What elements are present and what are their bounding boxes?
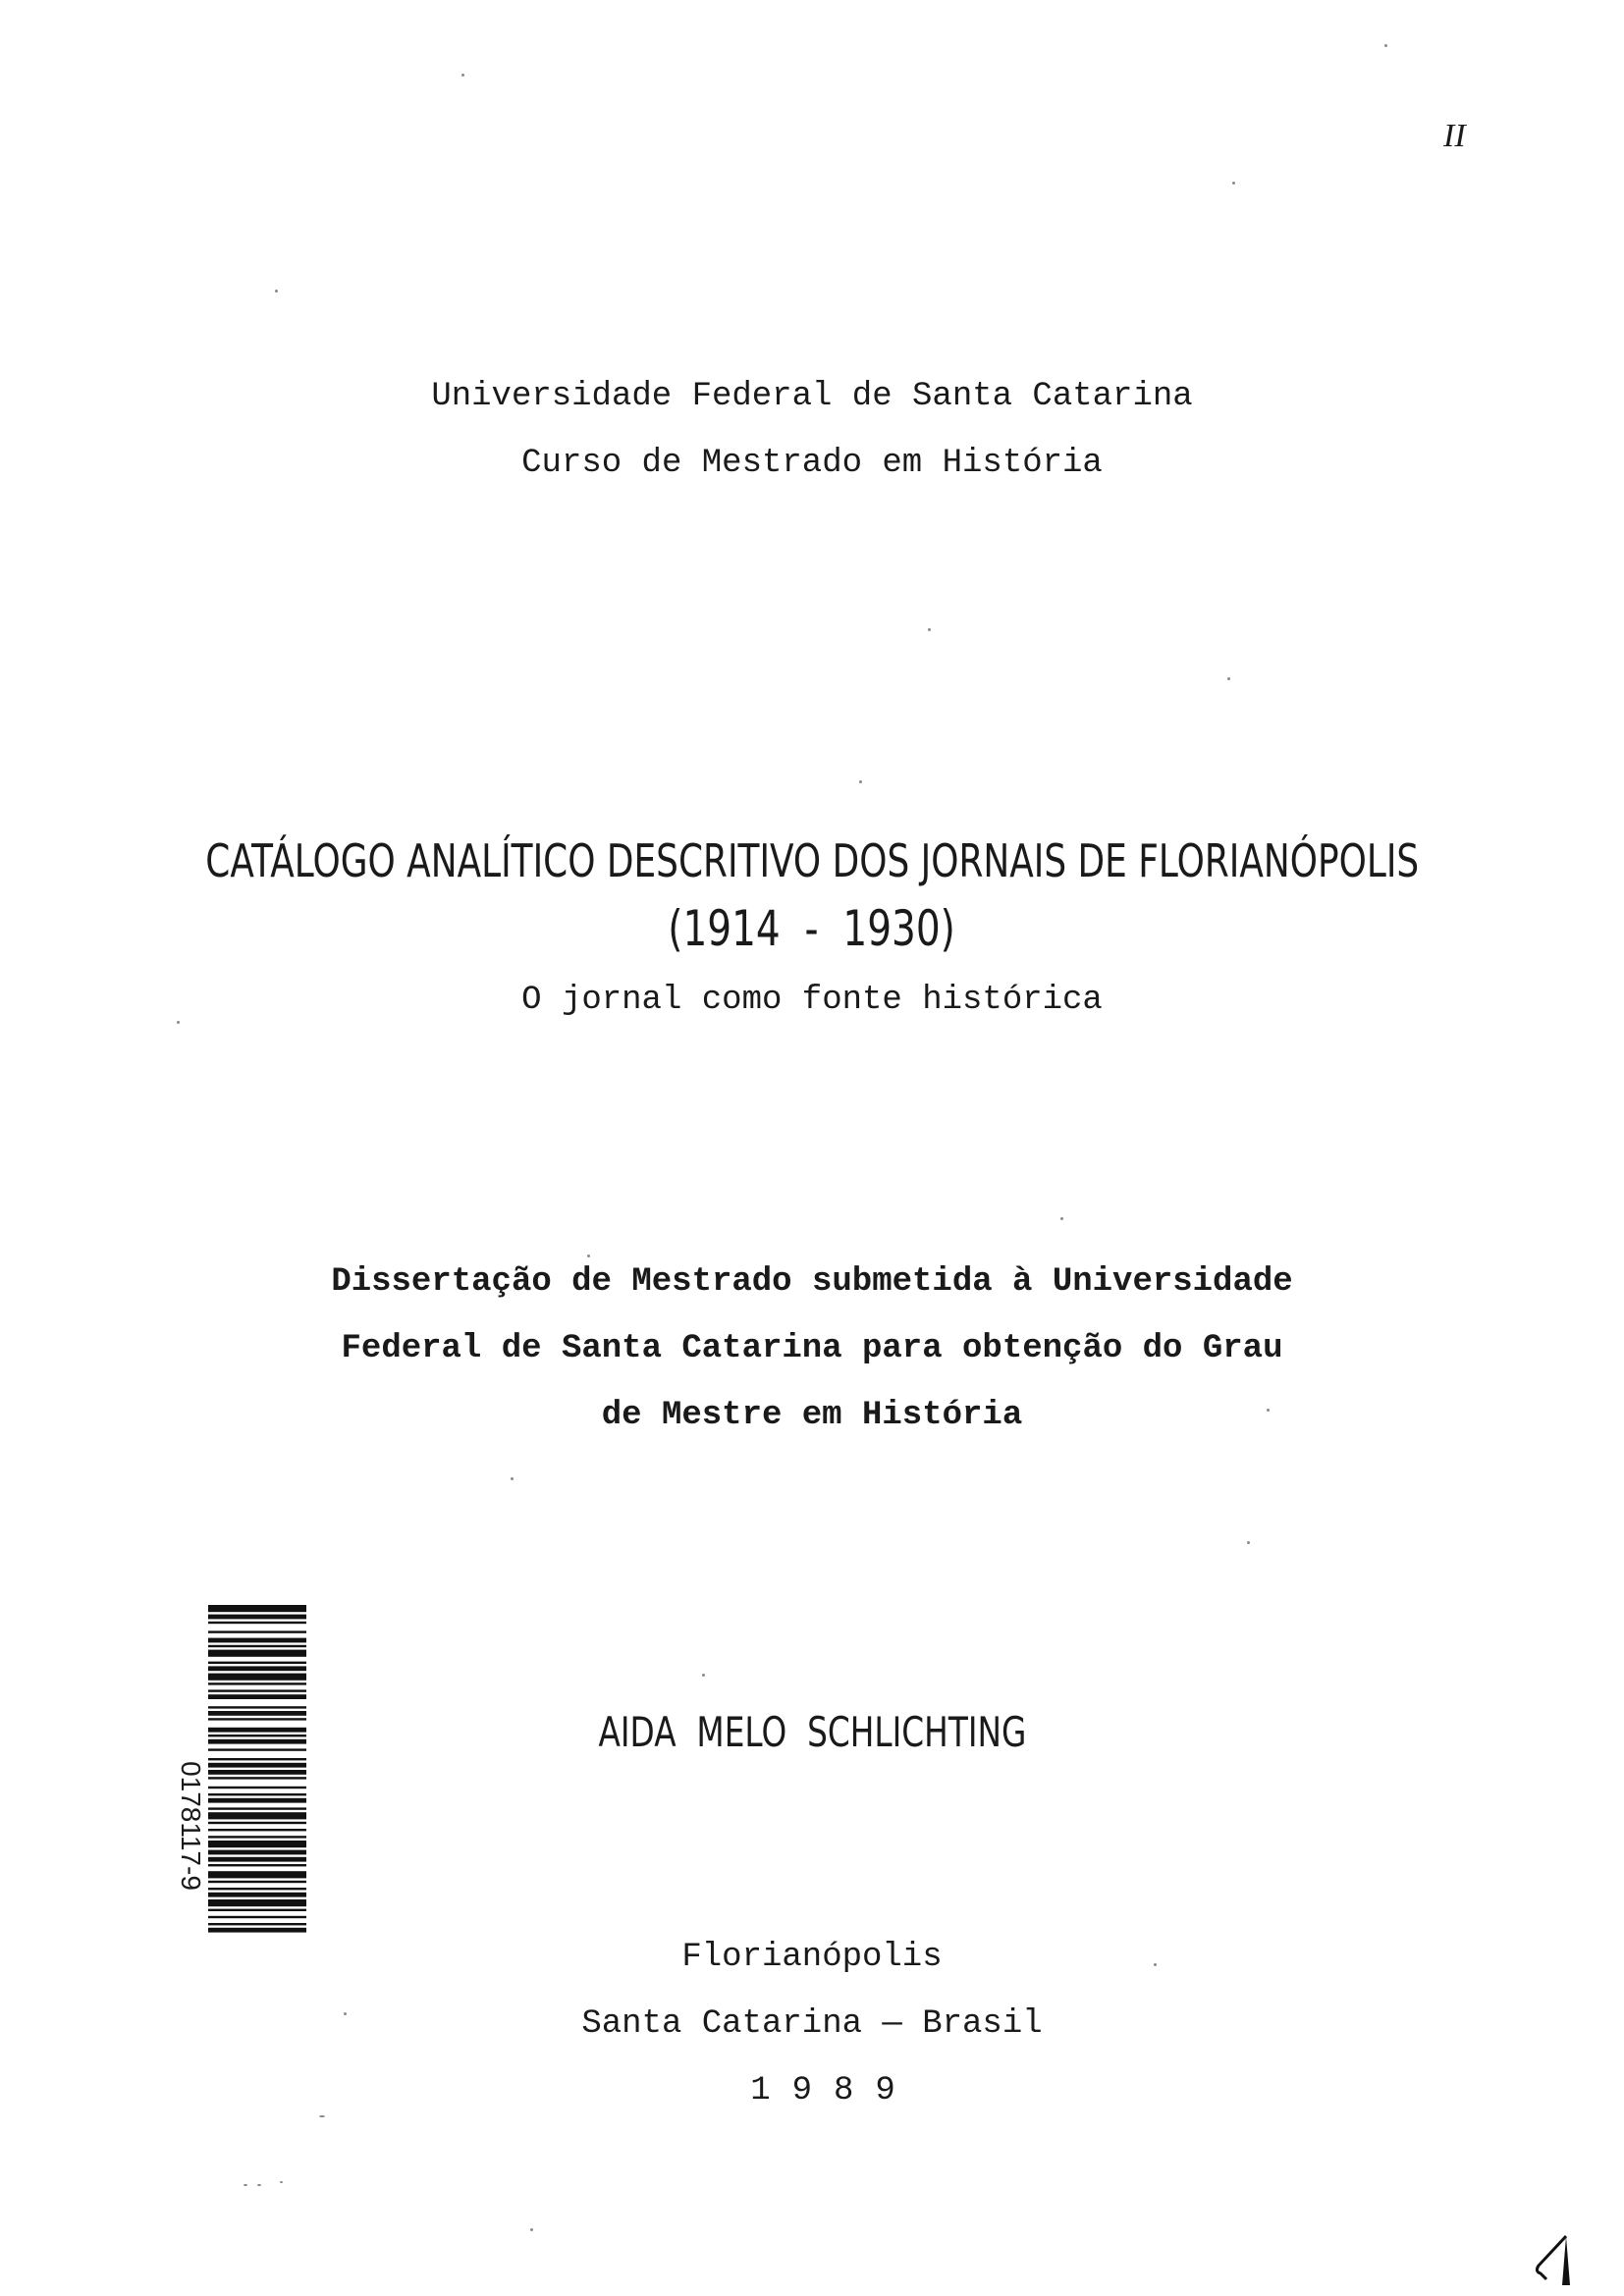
barcode-bar (208, 1881, 306, 1883)
barcode-bar (208, 1812, 306, 1819)
barcode-bar (208, 1793, 306, 1795)
dissertation-line-3: de Mestre em História (601, 1397, 1023, 1434)
barcode-bar (208, 1871, 306, 1878)
barcode-bar (208, 1735, 306, 1736)
barcode-bar (208, 1822, 306, 1824)
barcode-bar (208, 1739, 306, 1744)
barcode-bar (208, 1645, 306, 1647)
course-name: Curso de Mestrado em História (521, 445, 1103, 482)
title-years: (1914 - 1930) (668, 900, 956, 957)
barcode-bar (208, 1857, 306, 1862)
barcode-bar (208, 1666, 306, 1671)
barcode-bar (208, 1630, 306, 1632)
barcode-number: 0178117-9 (176, 1761, 206, 1891)
barcode-bar (208, 1909, 306, 1911)
barcode-bar (208, 1615, 306, 1620)
barcode-bar (208, 1638, 306, 1643)
barcode-bar (208, 1807, 306, 1809)
barcode-bar (208, 1605, 306, 1612)
page-number: II (1443, 118, 1466, 154)
barcode-bar (208, 1787, 306, 1789)
barcode-bar (208, 1836, 306, 1838)
barcode-bar (208, 1888, 306, 1890)
publication-year: 1989 (750, 2072, 917, 2109)
barcode-bar (208, 1706, 306, 1708)
barcode-bar (208, 1777, 306, 1779)
barcode-bar (208, 1899, 306, 1906)
barcode-bar (208, 1770, 306, 1775)
barcode-bar (208, 1758, 306, 1760)
barcode-bar (208, 1662, 306, 1664)
barcode-bar (208, 1748, 306, 1750)
barcode-bar (208, 1798, 306, 1803)
barcode-bar (208, 1674, 306, 1681)
corner-mark-icon (1527, 2228, 1586, 2287)
barcode-bar (208, 1916, 306, 1918)
barcode-bar (208, 1689, 306, 1691)
university-name: Universidade Federal de Santa Catarina (431, 378, 1193, 415)
region: Santa Catarina — Brasil (581, 2005, 1043, 2043)
barcode-bar (208, 1841, 306, 1847)
city: Florianópolis (681, 1939, 943, 1976)
barcode-bar (208, 1694, 306, 1699)
library-barcode (208, 1605, 306, 2042)
barcode-bar (208, 1650, 306, 1657)
barcode-bar (208, 1718, 306, 1720)
barcode-bar (208, 1923, 306, 1925)
document-subtitle: O jornal como fonte histórica (521, 982, 1103, 1019)
barcode-bar (208, 1682, 306, 1684)
document-title: CATÁLOGO ANALÍTICO DESCRITIVO DOS JORNAIS DE FLORIANÓPOLIS (205, 834, 1419, 887)
years-wrapper (0, 900, 1624, 957)
barcode-bar (208, 1928, 306, 1933)
author-name: AIDA MELO SCHLICHTING (598, 1708, 1026, 1756)
barcode-bar (208, 1850, 306, 1855)
barcode-bar (208, 1893, 306, 1897)
dissertation-line-1: Dissertação de Mestrado submetida à Universidade (331, 1263, 1293, 1301)
dissertation-line-2: Federal de Santa Catarina para obtenção do Grau (341, 1330, 1283, 1367)
barcode-bar (208, 1763, 306, 1768)
barcode-bar (208, 1864, 306, 1866)
barcode-bar (208, 1829, 306, 1831)
barcode-bar (208, 1711, 306, 1716)
barcode-bar (208, 1622, 306, 1624)
barcode-bar (208, 1728, 306, 1733)
title-wrapper (0, 834, 1624, 887)
